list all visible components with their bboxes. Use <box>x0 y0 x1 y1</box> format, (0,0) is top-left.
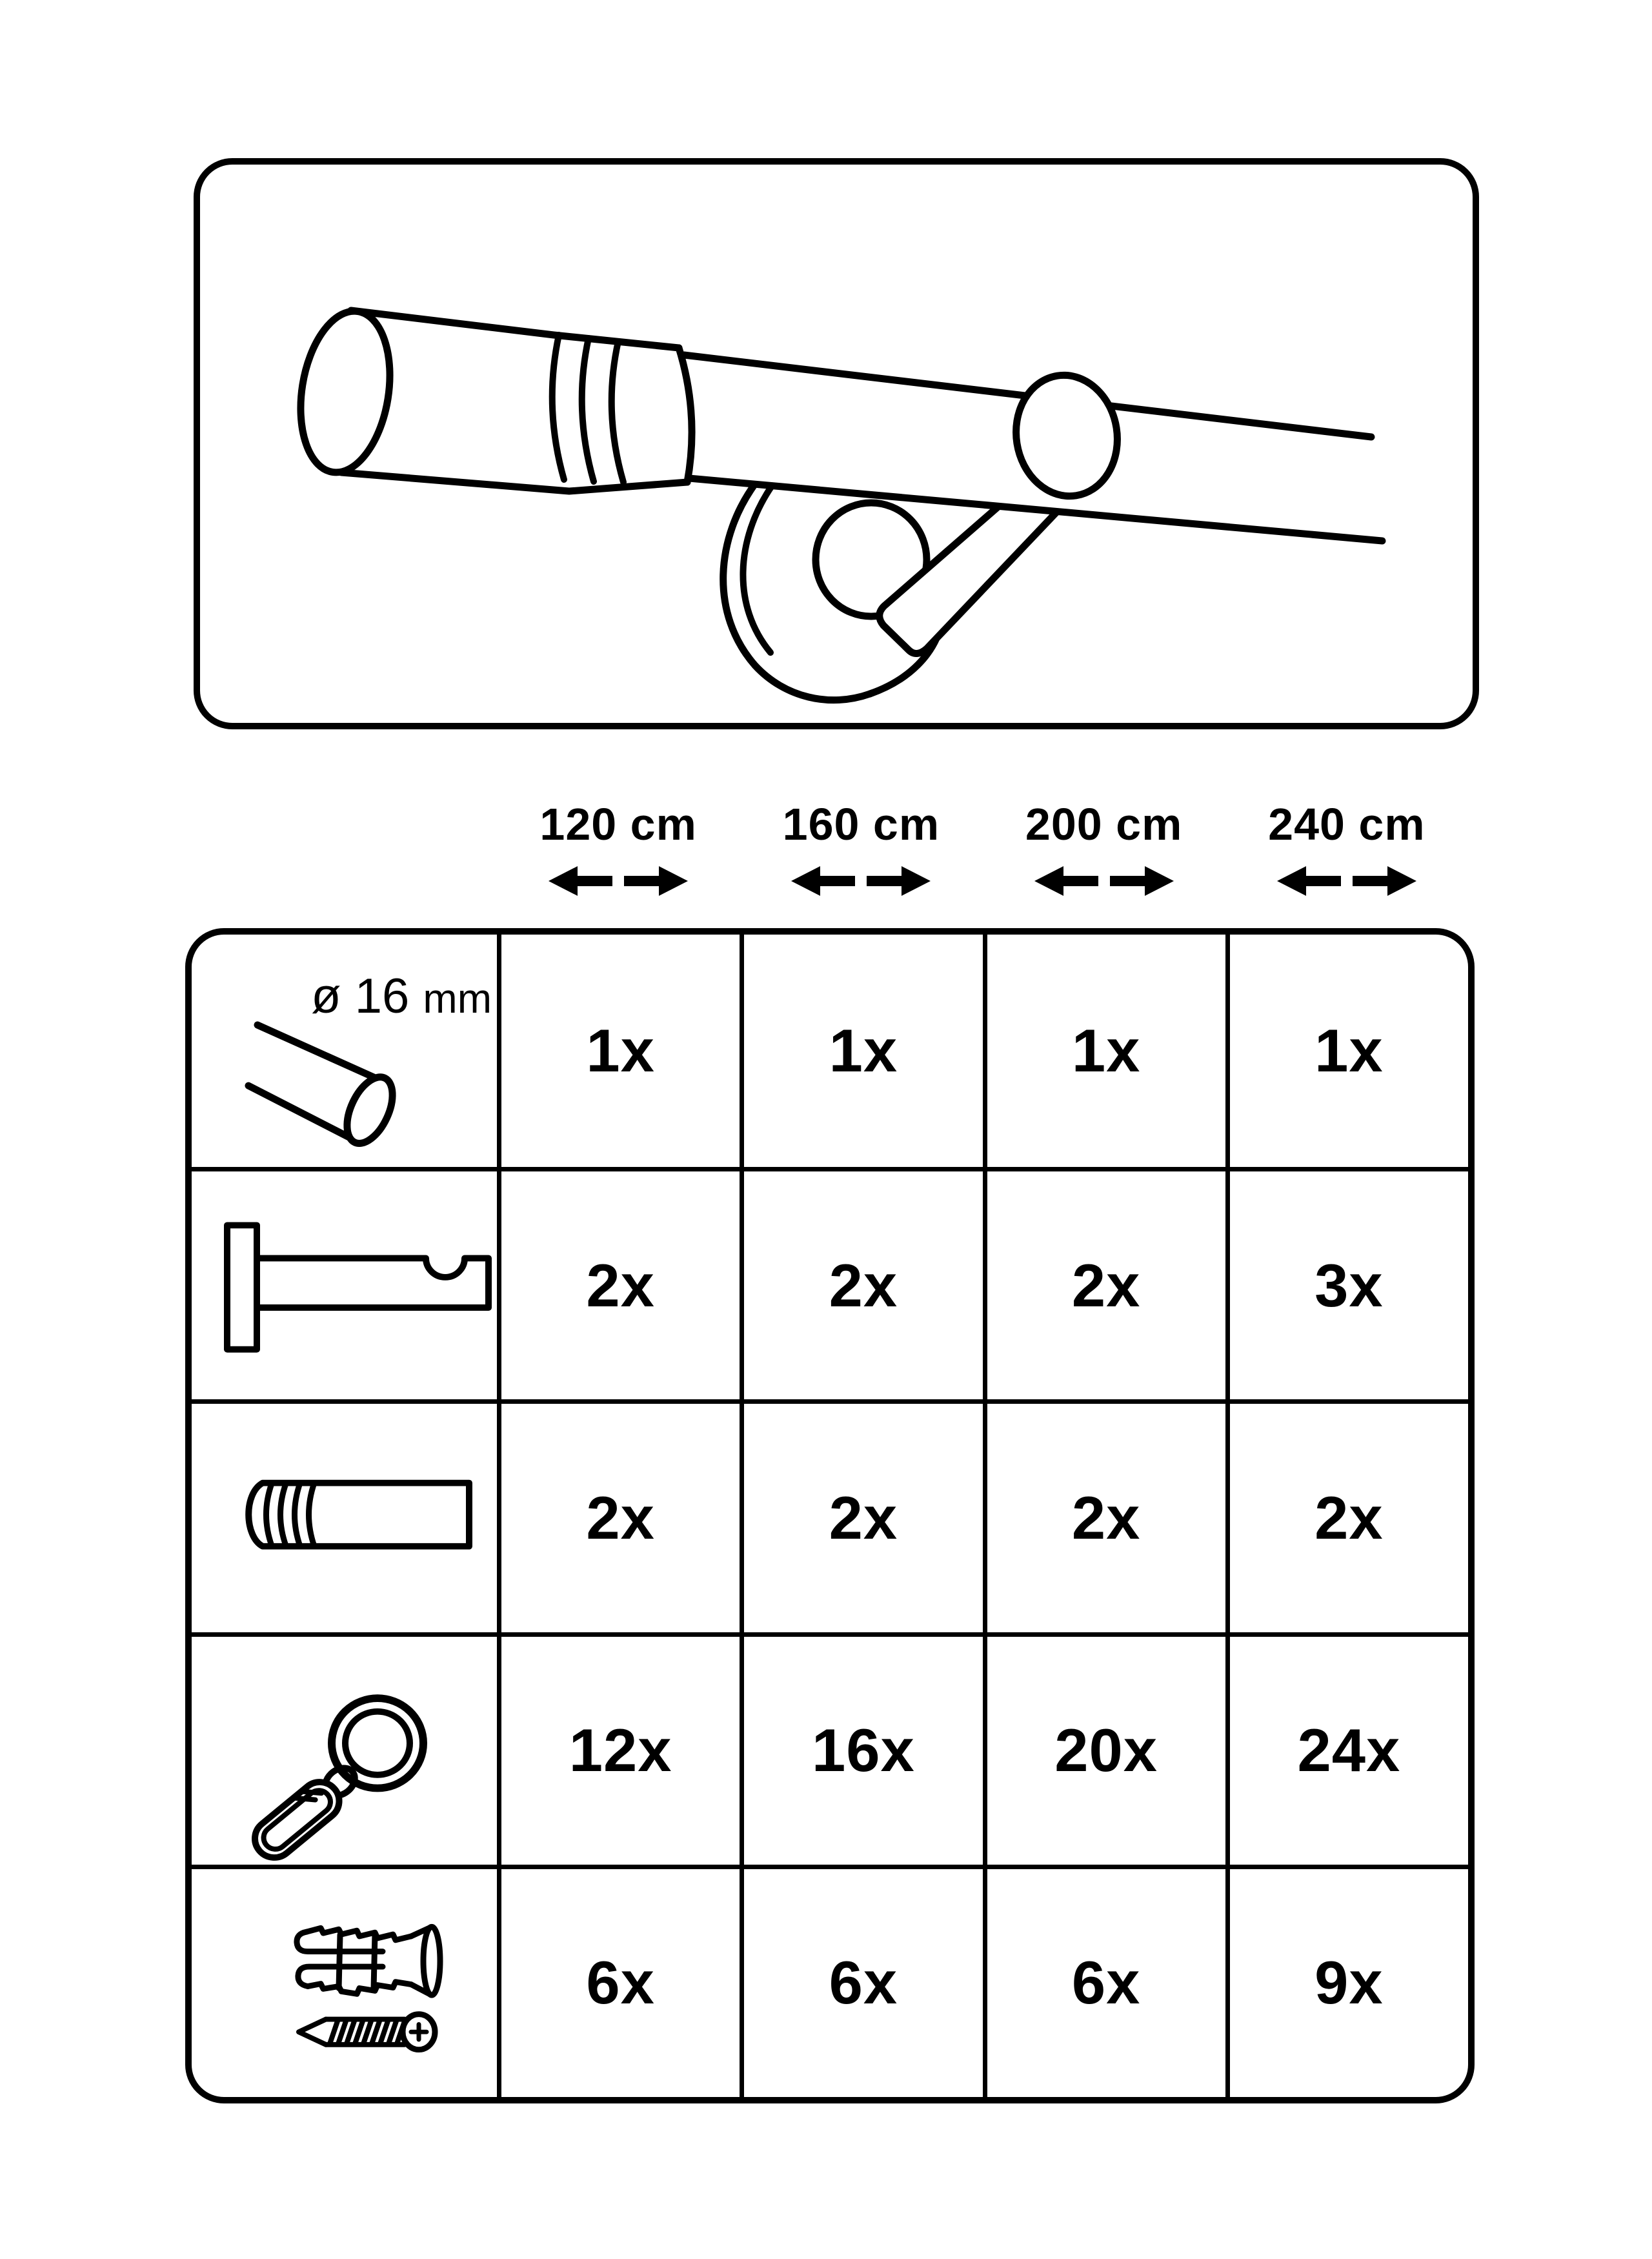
part-cell-wall-bracket <box>192 1167 497 1399</box>
part-cell-curtain-rod <box>192 935 497 1167</box>
quantity-cell: 1x <box>497 935 740 1167</box>
parts-table <box>185 928 1475 2103</box>
quantity-cell: 2x <box>983 1167 1225 1399</box>
quantity-cell: 12x <box>497 1632 740 1865</box>
quantity-cell: 2x <box>497 1399 740 1632</box>
hero-illustration-box <box>194 158 1479 729</box>
quantity-cell: 6x <box>497 1865 740 2097</box>
quantity-cell: 6x <box>740 1865 982 2097</box>
quantity-cell: 1x <box>740 935 982 1167</box>
quantity-cell: 9x <box>1225 1865 1468 2097</box>
quantity-cell: 2x <box>740 1167 982 1399</box>
wall-bracket-icon <box>192 1171 497 1399</box>
quantity-cell: 2x <box>740 1399 982 1632</box>
size-column-240cm <box>1225 799 1468 909</box>
curtain-rod-mounted-illustration-icon <box>200 165 1473 723</box>
length-arrows-icon <box>549 866 688 896</box>
wall-plug-screw-icon <box>192 1869 497 2097</box>
size-label: 160 cm <box>782 799 940 849</box>
size-label: 240 cm <box>1268 799 1425 849</box>
part-cell-curtain-ring <box>192 1632 497 1865</box>
quantity-cell: 2x <box>983 1399 1225 1632</box>
quantity-cell: 3x <box>1225 1167 1468 1399</box>
part-cell-end-cap <box>192 1399 497 1632</box>
rod-diameter-label: ø 16 mm <box>311 969 492 1024</box>
size-column-120cm <box>497 799 740 909</box>
end-cap-icon <box>192 1404 497 1632</box>
length-arrows-icon <box>791 866 931 896</box>
quantity-cell: 6x <box>983 1865 1225 2097</box>
quantity-cell: 20x <box>983 1632 1225 1865</box>
ring-clip-icon <box>192 1637 497 1865</box>
quantity-cell: 16x <box>740 1632 982 1865</box>
length-arrows-icon <box>1034 866 1174 896</box>
size-header-row <box>192 799 1468 909</box>
size-column-200cm <box>983 799 1225 909</box>
part-cell-plug-screw <box>192 1865 497 2097</box>
quantity-cell: 24x <box>1225 1632 1468 1865</box>
size-column-160cm <box>740 799 982 909</box>
quantity-cell: 2x <box>1225 1399 1468 1632</box>
quantity-cell: 1x <box>983 935 1225 1167</box>
size-label: 120 cm <box>539 799 697 849</box>
quantity-cell: 2x <box>497 1167 740 1399</box>
quantity-cell: 1x <box>1225 935 1468 1167</box>
size-label: 200 cm <box>1025 799 1183 849</box>
length-arrows-icon <box>1277 866 1416 896</box>
